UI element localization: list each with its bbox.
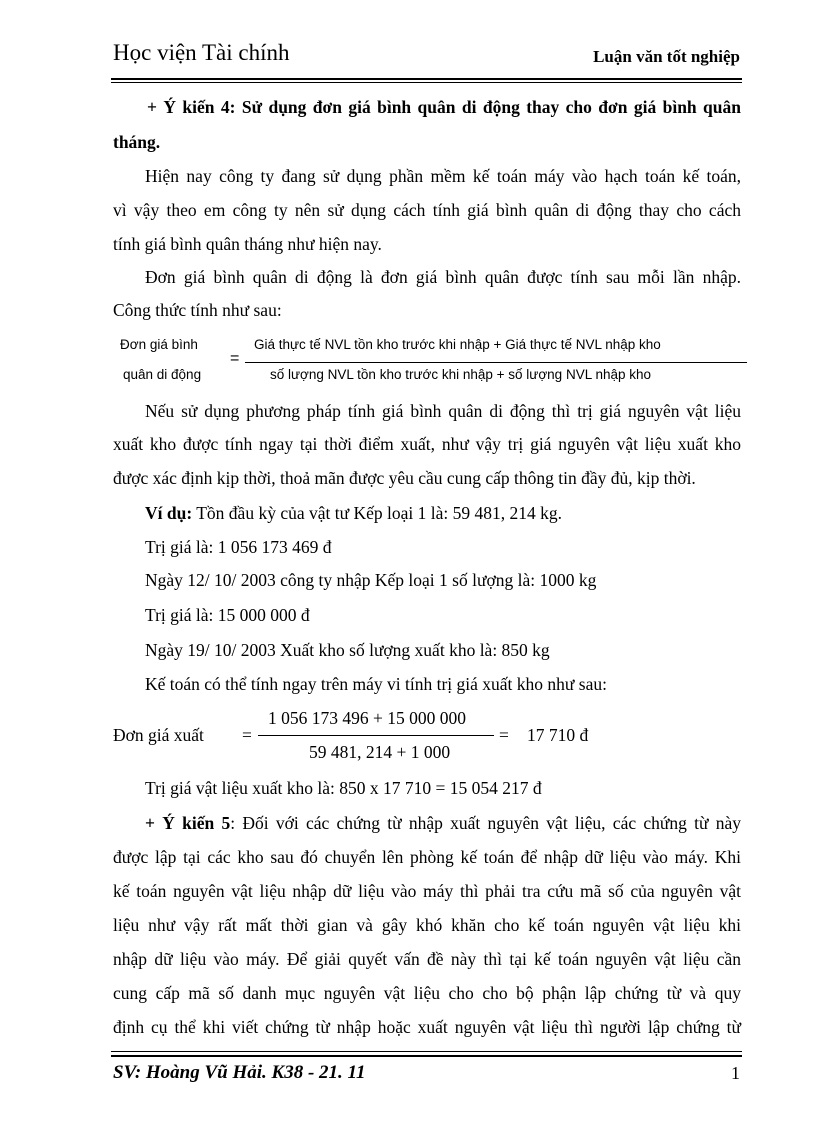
formula1-denominator: số lượng NVL tồn kho trước khi nhập + số lượng NVL nhập kho [270, 367, 651, 382]
para3-line1: Nếu sử dụng phương pháp tính giá bình quân di động thì trị giá nguyên vật liệu [145, 401, 741, 421]
example-line6: Kế toán có thể tính ngay trên máy vi tính trị giá xuất kho như sau: [145, 674, 607, 694]
opinion-5-label: + Ý kiến 5 [145, 813, 231, 833]
para1-line3: tính giá bình quân tháng như hiện nay. [113, 234, 382, 254]
opinion-4-heading [147, 96, 741, 118]
formula2-equals: = [242, 725, 252, 745]
footer-student: SV: Hoàng Vũ Hải. K38 - 21. 11 [113, 1062, 366, 1083]
header-rule-thick [111, 78, 742, 80]
footer-rule-thin [111, 1051, 742, 1052]
para1-line2: vì vậy theo em công ty nên sử dụng cách tính giá bình quân di động thay cho cách [113, 200, 741, 220]
formula2-fraction-bar [258, 735, 494, 736]
example-line7: Trị giá vật liệu xuất kho là: 850 x 17 710 = 15 054 217 đ [145, 778, 542, 798]
formula1-fraction-bar [245, 362, 747, 363]
example-stock: Tồn đầu kỳ của vật tư Kếp loại 1 là: 59 481, 214 kg. [196, 503, 562, 523]
para2-line1: Đơn giá bình quân di động là đơn giá bình quân được tính sau mỗi lần nhập. [145, 267, 741, 287]
formula2-equals-result: = [499, 725, 509, 745]
opinion-5-line4: liệu như vậy rất mất thời gian và gây khó khăn cho kế toán nguyên vật liệu khi [113, 915, 741, 935]
opinion-5-line6: cung cấp mã số danh mục nguyên vật liệu cho cho bộ phận lập chứng từ và quy [113, 983, 741, 1003]
formula2-numerator: 1 056 173 496 + 15 000 000 [268, 708, 466, 728]
example-line5: Ngày 19/ 10/ 2003 Xuất kho số lượng xuất kho là: 850 kg [145, 640, 550, 660]
para3-line3: được xác định kịp thời, thoả mãn được yêu cầu cung cấp thông tin đầy đủ, kịp thời. [113, 468, 696, 488]
opinion-4-title: Sử dụng đơn giá bình quân di động thay cho đơn giá bình quân [241, 97, 741, 117]
example-label: Ví dụ: [145, 503, 193, 523]
opinion-5-line5: nhập dữ liệu vào máy. Để giải quyết vấn đề này thì tại kế toán nguyên vật liệu cần [113, 949, 741, 969]
example-line2: Trị giá là: 1 056 173 469 đ [145, 537, 332, 557]
footer-rule-thick [111, 1055, 742, 1057]
page-number: 1 [731, 1063, 740, 1083]
example-line4: Trị giá là: 15 000 000 đ [145, 605, 310, 625]
formula1-lhs-line1: Đơn giá bình [120, 337, 198, 352]
formula1-lhs-line2: quân di động [123, 367, 202, 382]
opinion-4-label: + Ý kiến 4: [147, 97, 236, 117]
opinion-5-line7: định cụ thể khi viết chứng từ nhập hoặc xuất nguyên vật liệu thì người lập chứng từ [113, 1017, 741, 1037]
formula1-equals: = [230, 350, 240, 367]
opinion-5-line2: được lập tại các kho sau đó chuyển lên phòng kế toán để nhập dữ liệu vào máy. Khi [113, 847, 741, 867]
formula2-result: 17 710 đ [527, 725, 589, 745]
opinion-5-line3: kế toán nguyên vật liệu nhập dữ liệu vào máy thì phải tra cứu mã số của nguyên vật [113, 881, 741, 901]
example-line3: Ngày 12/ 10/ 2003 công ty nhập Kếp loại 1 số lượng là: 1000 kg [145, 570, 597, 590]
header-rule-thin [111, 82, 742, 83]
para2-line2: Công thức tính như sau: [113, 300, 282, 320]
para3-line2: xuất kho được tính ngay tại thời điểm xuất, như vậy trị giá nguyên vật liệu xuất kho [113, 434, 741, 454]
header-institution: Học viện Tài chính [113, 40, 290, 65]
formula2-lhs: Đơn giá xuất [113, 725, 204, 745]
opinion-5-line1 [145, 812, 741, 834]
para1-line1: Hiện nay công ty đang sử dụng phần mềm kế toán máy vào hạch toán kế toán, [145, 166, 741, 186]
formula2-denominator: 59 481, 214 + 1 000 [309, 742, 451, 762]
opinion-5-text: : Đối với các chứng từ nhập xuất nguyên vật liệu, các chứng từ này [230, 813, 741, 833]
opinion-4-title-cont: tháng. [113, 132, 161, 152]
example-line1 [145, 502, 562, 524]
formula1-numerator: Giá thực tế NVL tồn kho trước khi nhập + Giá thực tế NVL nhập kho [254, 337, 661, 352]
header-doc-type: Luận văn tốt nghiệp [593, 47, 740, 66]
